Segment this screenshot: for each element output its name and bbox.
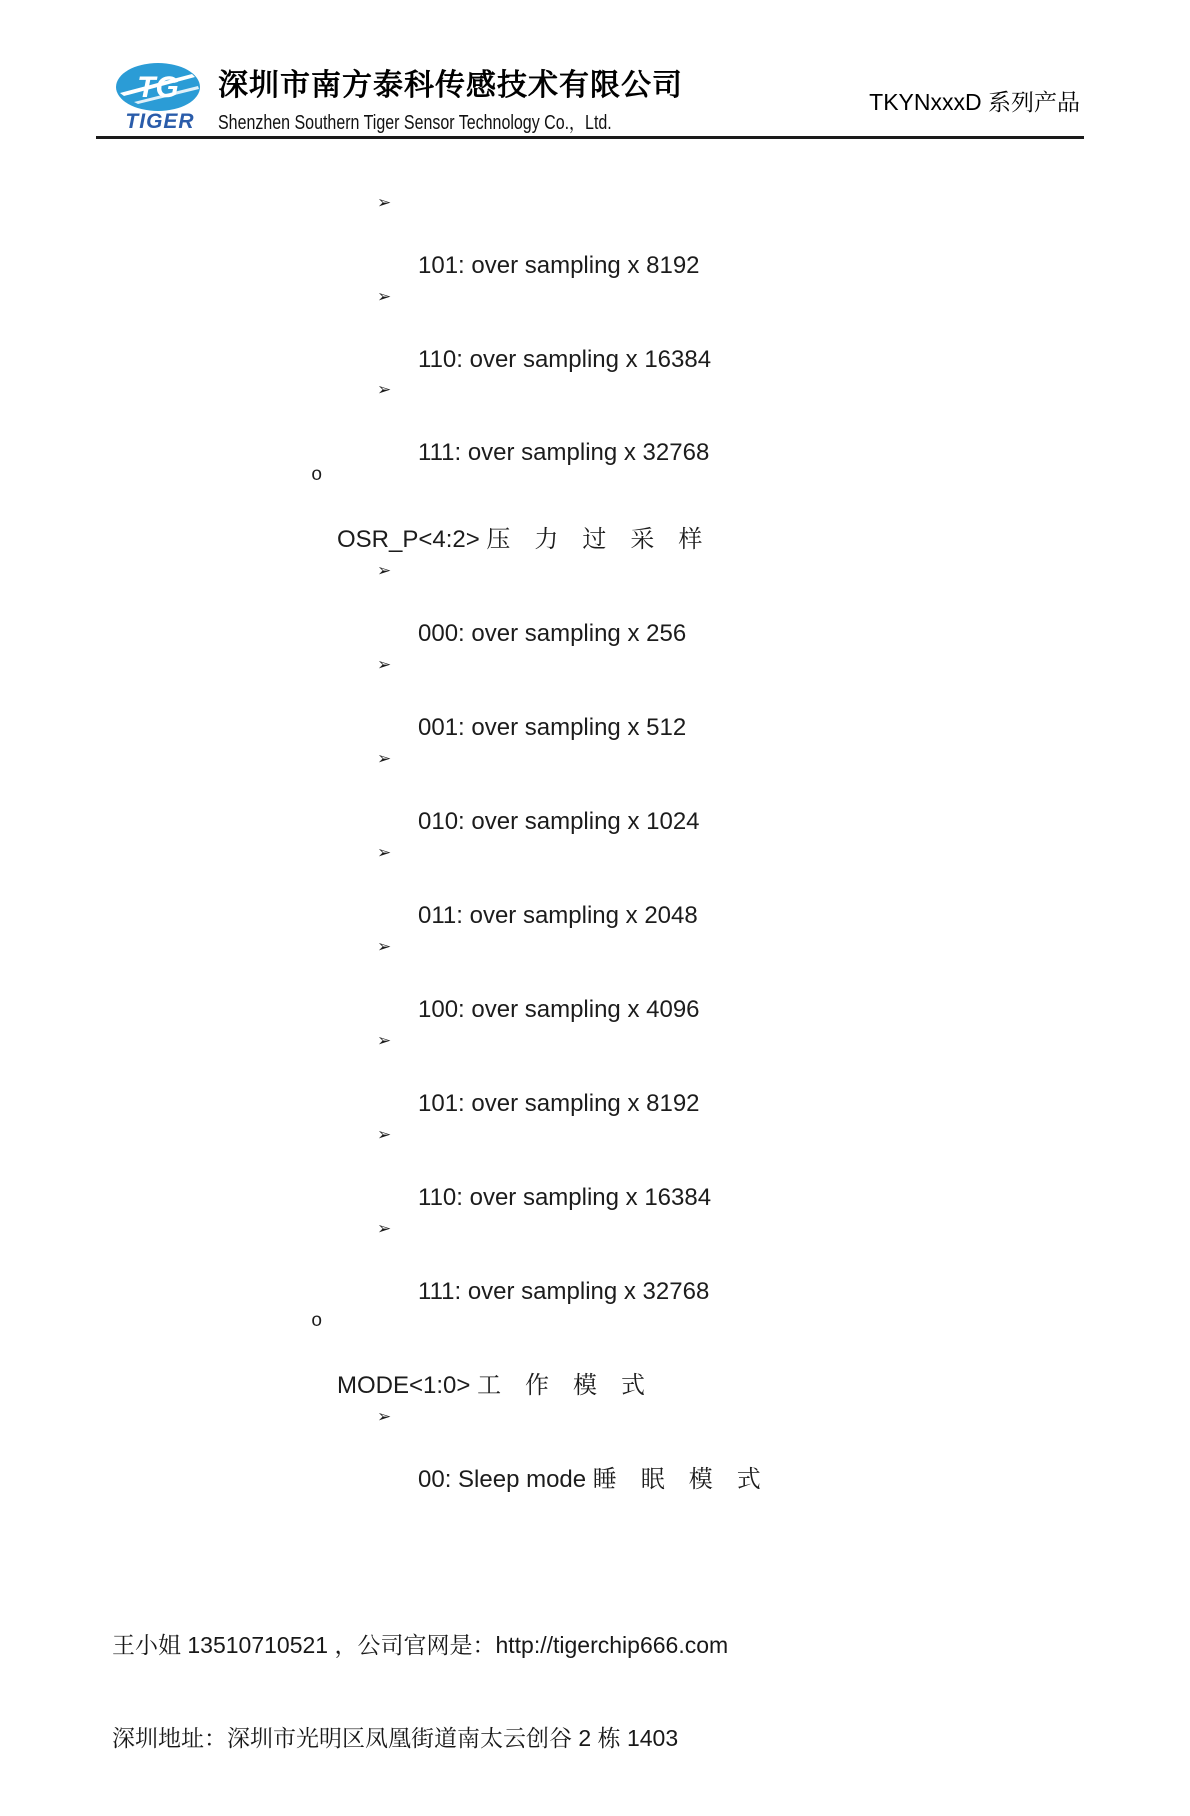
logo-brand-text: TIGER bbox=[125, 110, 195, 133]
list-item bbox=[0, 836, 1190, 929]
arrow-bullet-icon: ➢ bbox=[377, 843, 392, 862]
tiger-logo-icon bbox=[114, 62, 202, 114]
list-item-text: MODE<1:0> 工 作 模 式 bbox=[337, 1372, 646, 1399]
list-item bbox=[0, 1118, 1190, 1211]
list-item bbox=[0, 1400, 1190, 1493]
list-item bbox=[0, 1306, 1190, 1399]
list-item-text: 101: over sampling x 8192 bbox=[418, 252, 700, 279]
list-item bbox=[0, 648, 1190, 741]
list-item-text: 110: over sampling x 16384 bbox=[418, 346, 712, 373]
arrow-bullet-icon: ➢ bbox=[377, 1407, 392, 1426]
list-item-text: 011: over sampling x 2048 bbox=[418, 902, 698, 929]
logo-monogram: TG bbox=[137, 71, 179, 104]
product-series-title: TKYNxxxD 系列产品 bbox=[869, 89, 1080, 115]
list-item bbox=[0, 1024, 1190, 1117]
list-item-text: 110: over sampling x 16384 bbox=[418, 1184, 712, 1211]
list-item bbox=[0, 742, 1190, 835]
arrow-bullet-icon: ➢ bbox=[377, 561, 392, 580]
list-item-text: 101: over sampling x 8192 bbox=[418, 1090, 700, 1117]
list-item-text: 111: over sampling x 32768 bbox=[418, 439, 710, 466]
list-item bbox=[0, 186, 1190, 279]
footer-contact-line: 王小姐 13510710521 ，公司官网是：http://tigerchip666.com bbox=[112, 1632, 729, 1658]
list-item-text: 000: over sampling x 256 bbox=[418, 620, 687, 647]
arrow-bullet-icon: ➢ bbox=[377, 193, 392, 212]
page-footer bbox=[112, 1568, 728, 1816]
list-item-text: 00: Sleep mode 睡 眠 模 式 bbox=[418, 1466, 761, 1493]
company-logo bbox=[112, 58, 208, 138]
circle-bullet-icon: o bbox=[311, 1310, 323, 1332]
list-item-text: 111: over sampling x 32768 bbox=[418, 1278, 710, 1305]
footer-address-line: 深圳地址：深圳市光明区凤凰街道南太云创谷 2 栋 1403 bbox=[112, 1725, 679, 1751]
arrow-bullet-icon: ➢ bbox=[377, 749, 392, 768]
arrow-bullet-icon: ➢ bbox=[377, 1125, 392, 1144]
header-divider bbox=[96, 136, 1084, 139]
list-item-text: 100: over sampling x 4096 bbox=[418, 996, 700, 1023]
list-item bbox=[0, 460, 1190, 553]
list-item bbox=[0, 1212, 1190, 1305]
list-item bbox=[0, 280, 1190, 373]
list-item bbox=[0, 554, 1190, 647]
list-item-text: OSR_P<4:2> 压 力 过 采 样 bbox=[337, 526, 703, 553]
arrow-bullet-icon: ➢ bbox=[377, 380, 392, 399]
arrow-bullet-icon: ➢ bbox=[377, 1219, 392, 1238]
company-name-chinese: 深圳市南方泰科传感技术有限公司 bbox=[218, 69, 683, 102]
list-item bbox=[0, 373, 1190, 466]
list-item-text: 001: over sampling x 512 bbox=[418, 714, 687, 741]
list-item bbox=[0, 930, 1190, 1023]
company-name-english: Shenzhen Southern Tiger Sensor Technology Co.，Ltd. bbox=[218, 112, 612, 134]
arrow-bullet-icon: ➢ bbox=[377, 287, 392, 306]
arrow-bullet-icon: ➢ bbox=[377, 937, 392, 956]
circle-bullet-icon: o bbox=[311, 464, 323, 486]
arrow-bullet-icon: ➢ bbox=[377, 1031, 392, 1050]
arrow-bullet-icon: ➢ bbox=[377, 655, 392, 674]
list-item-text: 010: over sampling x 1024 bbox=[418, 808, 700, 835]
